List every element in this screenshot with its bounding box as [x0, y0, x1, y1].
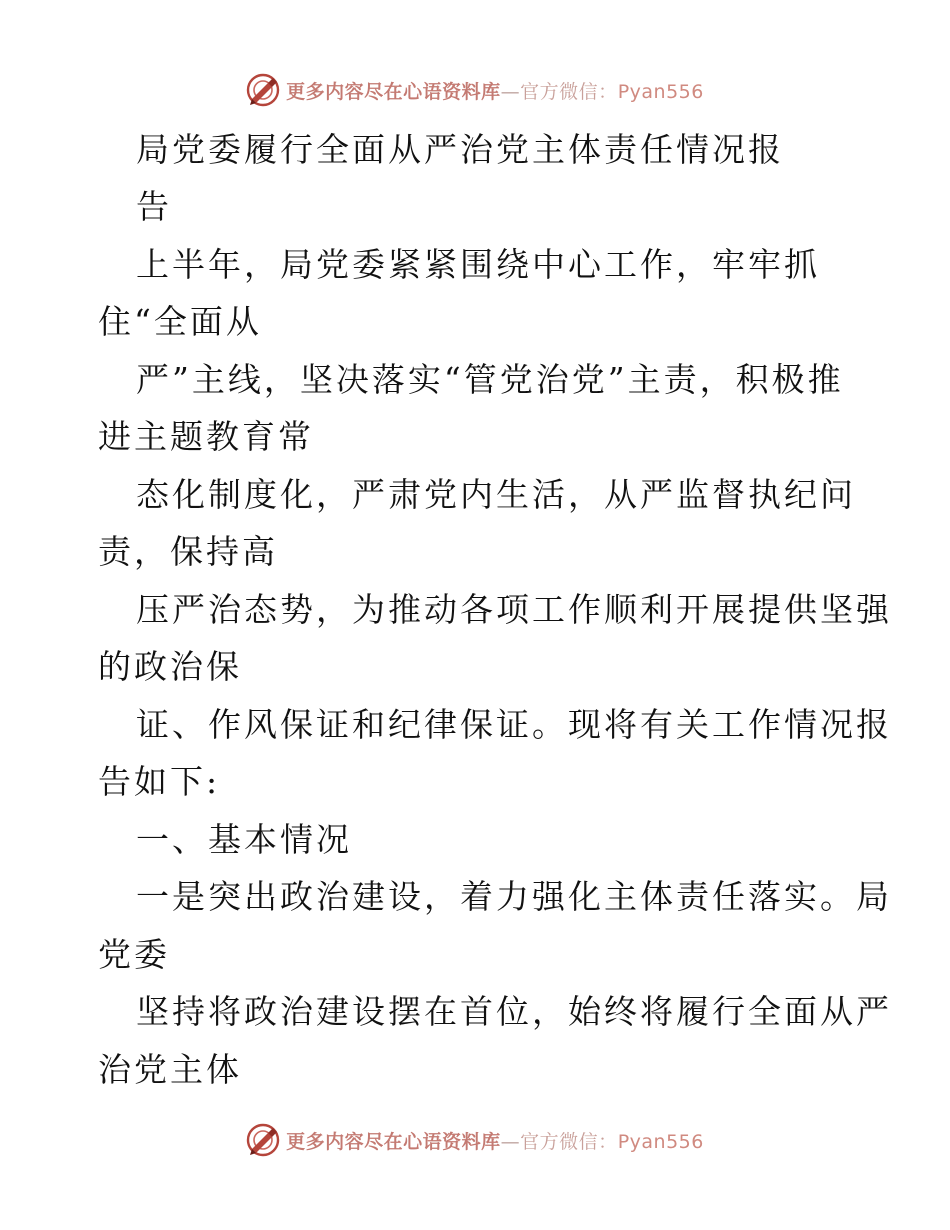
watermark-site: 更多内容尽在心语资料库	[286, 80, 501, 103]
paragraph-line: 告如下:	[98, 762, 221, 801]
paragraph-line: 一是突出政治建设，着力强化主体责任落实。局	[136, 877, 892, 916]
watermark-official: 官方微信：	[520, 80, 618, 103]
watermark-text	[286, 77, 704, 104]
watermark-dash: —	[500, 1130, 521, 1153]
paragraph-line: 态化制度化，严肃党内生活，从严监督执纪问	[136, 475, 856, 514]
paragraph-line: 证、作风保证和纪律保证。现将有关工作情况报	[136, 705, 892, 744]
watermark-official: 官方微信：	[520, 1130, 618, 1153]
watermark-account: Pyan556	[617, 1130, 704, 1153]
doc-title-line-1: 局党委履行全面从严治党主体责任情况报	[136, 130, 784, 169]
paragraph-line: 责，保持高	[98, 532, 278, 571]
paragraph-line: 严”主线，坚决落实“管党治党”主责，积极推	[136, 360, 844, 399]
pen-logo-icon	[246, 1123, 280, 1157]
paragraph-line: 坚持将政治建设摆在首位，始终将履行全面从严	[136, 992, 892, 1031]
watermark-site: 更多内容尽在心语资料库	[286, 1130, 501, 1153]
watermark-account: Pyan556	[617, 80, 704, 103]
paragraph-line: 上半年，局党委紧紧围绕中心工作，牢牢抓	[136, 245, 820, 284]
paragraph-line: 治党主体	[98, 1050, 242, 1089]
doc-title-line-2: 告	[136, 187, 172, 226]
paragraph-line: 压严治态势，为推动各项工作顺利开展提供坚强	[136, 590, 892, 629]
watermark-text	[286, 1127, 704, 1154]
paragraph-line: 住“全面从	[98, 302, 262, 341]
paragraph-line: 进主题教育常	[98, 417, 314, 456]
watermark-dash: —	[500, 80, 521, 103]
pen-logo-icon	[246, 73, 280, 107]
paragraph-line: 党委	[98, 935, 170, 974]
header-watermark-banner	[0, 68, 950, 112]
section-heading: 一、基本情况	[136, 820, 352, 859]
paragraph-line: 的政治保	[98, 647, 242, 686]
footer-watermark-banner	[0, 1118, 950, 1162]
